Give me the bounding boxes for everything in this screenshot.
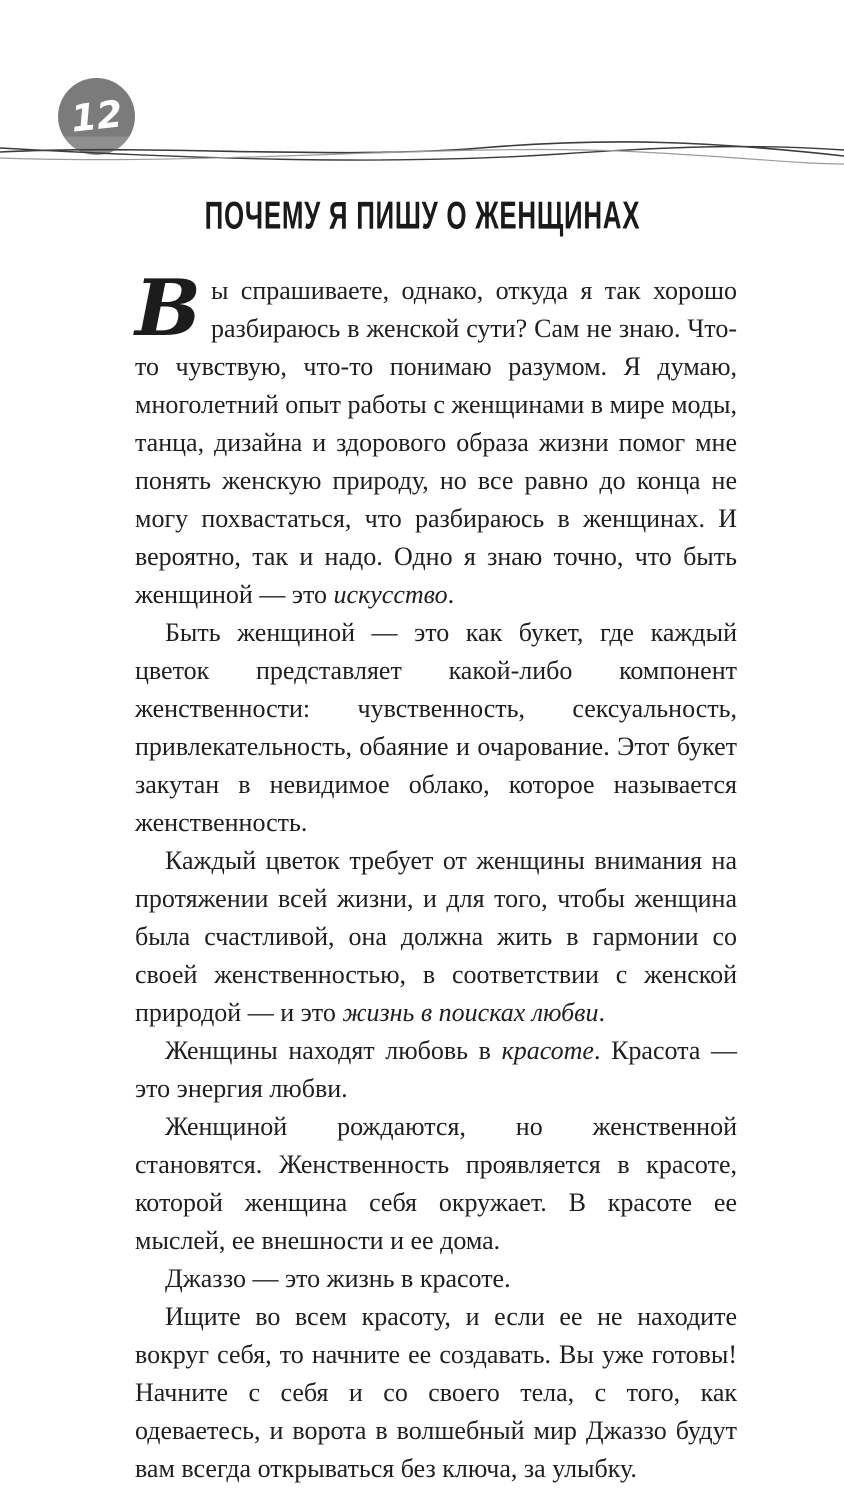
text-run: ы спрашиваете, однако, откуда я так хорошо разбираюсь в женской сути? Сам не знаю. Что-то чувствую, что-то понимаю разумом. Я думаю, многолетний опыт работы с женщинами в мире моды, танца, дизайна и здорового образа жизни помог мне понять женскую природу, но все равно до конца не могу похвастаться, что разбираюсь в женщинах. И вероятно, так и надо. Одно я знаю точно, что быть женщиной — это <box>135 276 737 609</box>
text-run: Женщиной рождаются, но женственной становятся. Женственность проявляется в красоте, которой женщина себя окружает. В красоте ее мыслей, ее внешности и ее дома. <box>135 1112 737 1255</box>
italic-text: жизнь в поисках любви <box>342 998 599 1027</box>
paragraph <box>135 1260 737 1298</box>
text-run: Джаззо — это жизнь в красоте. <box>165 1264 511 1293</box>
paragraph <box>135 263 737 614</box>
body-text <box>135 263 737 1488</box>
paragraph <box>135 1298 737 1488</box>
text-run: Ищите во всем красоту, и если ее не находите вокруг себя, то начните ее создавать. Вы уже готовы! Начните с себя и со своего тела, с того, как одеваетесь, и ворота в волшебный мир Джаззо будут вам всегда открываться без ключа, за улыбку. <box>135 1302 737 1483</box>
italic-text: искусство <box>333 580 448 609</box>
chapter-title: ПОЧЕМУ Я ПИШУ О ЖЕНЩИНАХ <box>204 193 640 238</box>
paragraph <box>135 614 737 842</box>
text-run: . Красота — это энергия любви. <box>135 1036 737 1103</box>
page-number-badge <box>58 78 135 155</box>
text-run: . <box>447 580 455 609</box>
text-run: . <box>598 998 605 1027</box>
page-number: 12 <box>68 92 125 141</box>
paragraph <box>135 842 737 1032</box>
text-run: Каждый цветок требует от женщины внимания на протяжении всей жизни, и для того, чтобы женщина была счастливой, она должна жить в гармонии со своей женственностью, в соответствии с женской природой — и это <box>135 846 737 1027</box>
chapter-title-wrap <box>0 193 844 238</box>
text-run: Женщины находят любовь в <box>165 1036 502 1065</box>
italic-text: красоте <box>501 1036 594 1065</box>
text-run: Быть женщиной — это как букет, где каждый цветок представляет какой-либо компонент женственности: чувственность, сексуальность, привлекательность, обаяние и очарование. Этот букет закутан в невидимое облако, которое называется женственность. <box>135 618 737 837</box>
paragraph <box>135 1032 737 1108</box>
paragraph <box>135 1108 737 1260</box>
drop-cap: В <box>135 263 201 354</box>
